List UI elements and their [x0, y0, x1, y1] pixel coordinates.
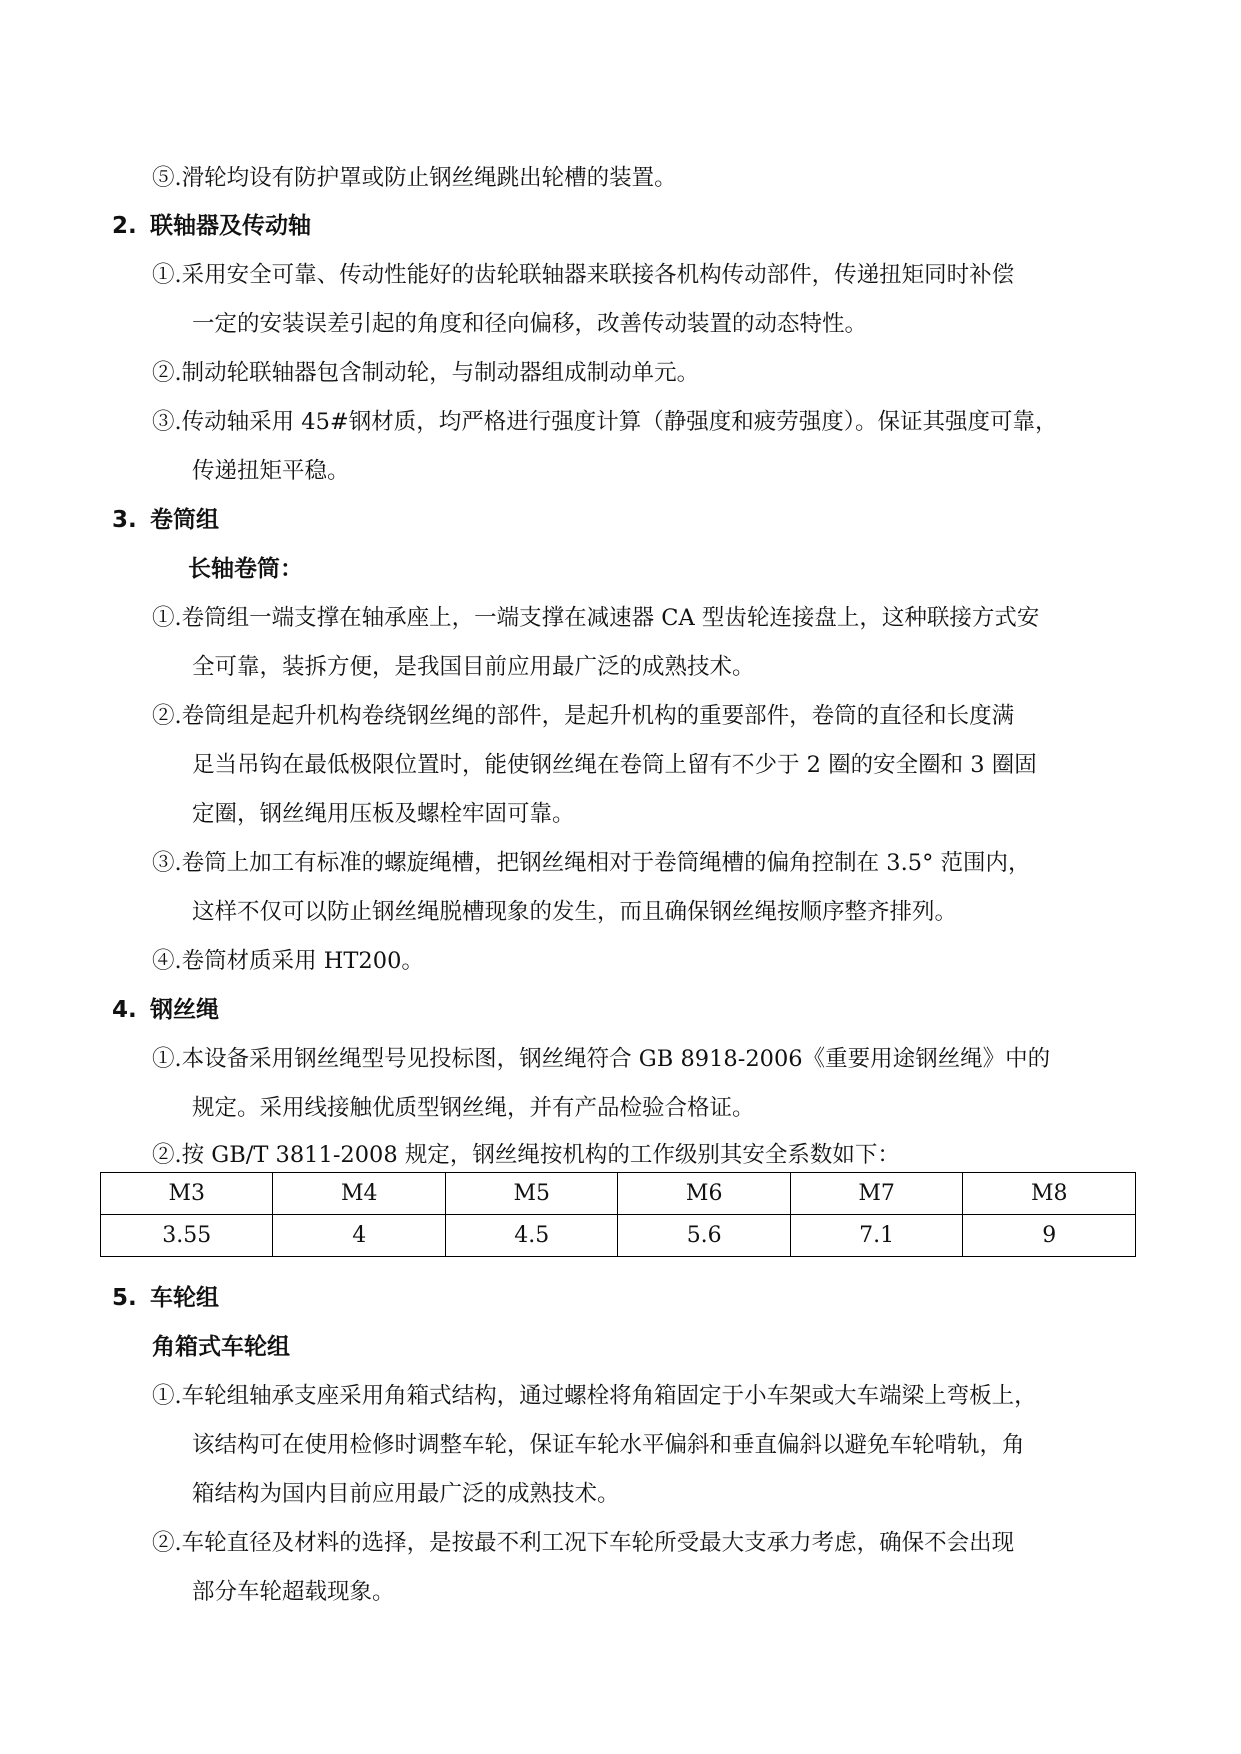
paragraph-line: 箱结构为国内目前应用最广泛的成熟技术。	[192, 1481, 620, 1507]
paragraph-line: 部分车轮超载现象。	[192, 1579, 395, 1605]
pulley-item-5: ⑤.滑轮均设有防护罩或防止钢丝绳跳出轮槽的装置。	[152, 165, 677, 191]
paragraph-line: 定圈，钢丝绳用压板及螺栓牢固可靠。	[192, 801, 575, 827]
section-number: 5.	[112, 1285, 137, 1311]
table-header-cell: M4	[273, 1173, 445, 1215]
paragraph-line: ①.本设备采用钢丝绳型号见投标图，钢丝绳符合 GB 8918-2006《重要用途钢丝绳》中的	[152, 1046, 1051, 1072]
paragraph-line: ②.卷筒组是起升机构卷绕钢丝绳的部件，是起升机构的重要部件，卷筒的直径和长度满	[152, 703, 1015, 729]
paragraph-line: ②.车轮直径及材料的选择，是按最不利工况下车轮所受最大支承力考虑，确保不会出现	[152, 1530, 1015, 1556]
paragraph-line: ①.卷筒组一端支撑在轴承座上，一端支撑在减速器 CA 型齿轮连接盘上，这种联接方式安	[152, 605, 1040, 631]
section-3-subtitle: 长轴卷筒：	[188, 556, 303, 582]
section-number: 2.	[112, 213, 137, 239]
paragraph-line: 该结构可在使用检修时调整车轮，保证车轮水平偏斜和垂直偏斜以避免车轮啃轨，角	[192, 1432, 1025, 1458]
table-cell: 4	[273, 1215, 445, 1257]
paragraph-line: ④.卷筒材质采用 HT200。	[152, 948, 424, 974]
table-cell: 7.1	[790, 1215, 962, 1257]
safety-factor-table	[100, 1172, 1136, 1257]
table-cell: 9	[963, 1215, 1136, 1257]
table-header-row	[101, 1173, 1136, 1215]
paragraph-line: ①.车轮组轴承支座采用角箱式结构，通过螺栓将角箱固定于小车架或大车端梁上弯板上，	[152, 1383, 1037, 1409]
section-title: 卷筒组	[150, 507, 219, 533]
paragraph-line: ②.按 GB/T 3811-2008 规定，钢丝绳按机构的工作级别其安全系数如下：	[152, 1142, 900, 1168]
paragraph-line: 这样不仅可以防止钢丝绳脱槽现象的发生，而且确保钢丝绳按顺序整齐排列。	[192, 899, 958, 925]
paragraph-line: ③.传动轴采用 45#钢材质，均严格进行强度计算（静强度和疲劳强度）。保证其强度可靠，	[152, 409, 1058, 435]
section-5-heading	[112, 1283, 219, 1313]
table-cell: 5.6	[618, 1215, 790, 1257]
table-cell: 4.5	[445, 1215, 617, 1257]
table-header-cell: M6	[618, 1173, 790, 1215]
table-row	[101, 1215, 1136, 1257]
section-2-heading	[112, 211, 311, 241]
paragraph-line: 传递扭矩平稳。	[192, 458, 350, 484]
section-4-heading	[112, 995, 219, 1025]
paragraph-line: 规定。采用线接触优质型钢丝绳，并有产品检验合格证。	[192, 1095, 755, 1121]
section-title: 车轮组	[150, 1285, 219, 1311]
paragraph-line: 足当吊钩在最低极限位置时，能使钢丝绳在卷筒上留有不少于 2 圈的安全圈和 3 圈固	[192, 752, 1037, 778]
table-header-cell: M3	[101, 1173, 273, 1215]
section-number: 4.	[112, 997, 137, 1023]
table-cell: 3.55	[101, 1215, 273, 1257]
table-header-cell: M5	[445, 1173, 617, 1215]
table-header-cell: M7	[790, 1173, 962, 1215]
section-title: 联轴器及传动轴	[150, 213, 311, 239]
section-3-heading	[112, 505, 219, 535]
paragraph-line: ①.采用安全可靠、传动性能好的齿轮联轴器来联接各机构传动部件，传递扭矩同时补偿	[152, 262, 1015, 288]
paragraph-line: ③.卷筒上加工有标准的螺旋绳槽，把钢丝绳相对于卷筒绳槽的偏角控制在 3.5° 范围内，	[152, 850, 1031, 876]
section-number: 3.	[112, 507, 137, 533]
section-5-subtitle: 角箱式车轮组	[152, 1334, 290, 1360]
paragraph-line: ②.制动轮联轴器包含制动轮，与制动器组成制动单元。	[152, 360, 700, 386]
paragraph-line: 一定的安装误差引起的角度和径向偏移，改善传动装置的动态特性。	[192, 311, 868, 337]
table-header-cell: M8	[963, 1173, 1136, 1215]
paragraph-line: 全可靠，装拆方便，是我国目前应用最广泛的成熟技术。	[192, 654, 755, 680]
section-title: 钢丝绳	[150, 997, 219, 1023]
